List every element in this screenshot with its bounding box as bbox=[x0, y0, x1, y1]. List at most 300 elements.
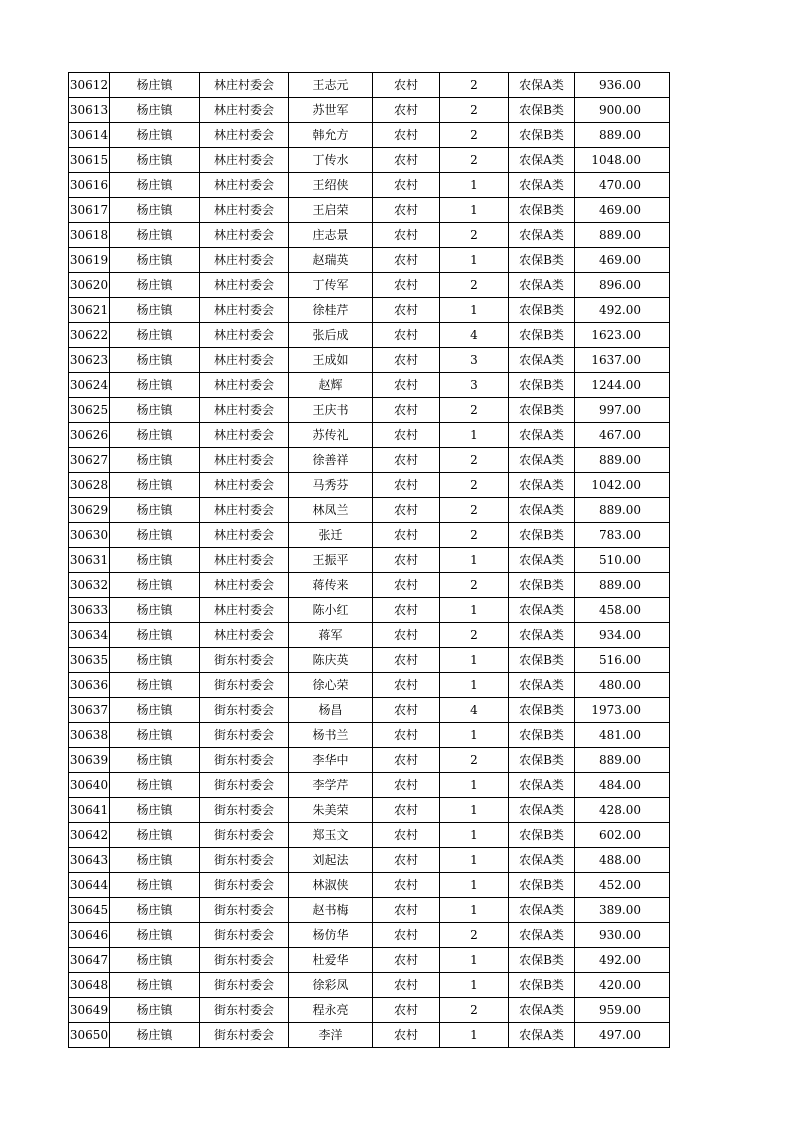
table-row bbox=[69, 148, 670, 173]
insurance-type-cell: 农保B类 bbox=[509, 648, 575, 673]
village-committee-cell: 街东村委会 bbox=[200, 873, 289, 898]
town-cell: 杨庄镇 bbox=[110, 498, 200, 523]
amount-cell: 467.00 bbox=[575, 423, 670, 448]
table-row bbox=[69, 548, 670, 573]
person-name-cell: 蒋军 bbox=[289, 623, 373, 648]
insurance-type-cell: 农保B类 bbox=[509, 398, 575, 423]
table-row bbox=[69, 623, 670, 648]
household-count-cell: 4 bbox=[440, 698, 509, 723]
insurance-type-cell: 农保B类 bbox=[509, 123, 575, 148]
table-row bbox=[69, 323, 670, 348]
village-committee-cell: 街东村委会 bbox=[200, 698, 289, 723]
amount-cell: 930.00 bbox=[575, 923, 670, 948]
amount-cell: 488.00 bbox=[575, 848, 670, 873]
area-type-cell: 农村 bbox=[373, 598, 440, 623]
town-cell: 杨庄镇 bbox=[110, 448, 200, 473]
amount-cell: 1048.00 bbox=[575, 148, 670, 173]
insurance-type-cell: 农保A类 bbox=[509, 548, 575, 573]
table-row bbox=[69, 473, 670, 498]
town-cell: 杨庄镇 bbox=[110, 798, 200, 823]
amount-cell: 497.00 bbox=[575, 1023, 670, 1048]
person-name-cell: 李洋 bbox=[289, 1023, 373, 1048]
town-cell: 杨庄镇 bbox=[110, 348, 200, 373]
person-name-cell: 徐心荣 bbox=[289, 673, 373, 698]
person-name-cell: 徐彩凤 bbox=[289, 973, 373, 998]
insurance-type-cell: 农保A类 bbox=[509, 598, 575, 623]
insurance-type-cell: 农保B类 bbox=[509, 523, 575, 548]
area-type-cell: 农村 bbox=[373, 548, 440, 573]
town-cell: 杨庄镇 bbox=[110, 73, 200, 98]
household-count-cell: 2 bbox=[440, 498, 509, 523]
household-count-cell: 1 bbox=[440, 948, 509, 973]
amount-cell: 469.00 bbox=[575, 248, 670, 273]
insurance-type-cell: 农保A类 bbox=[509, 998, 575, 1023]
area-type-cell: 农村 bbox=[373, 573, 440, 598]
area-type-cell: 农村 bbox=[373, 673, 440, 698]
area-type-cell: 农村 bbox=[373, 373, 440, 398]
town-cell: 杨庄镇 bbox=[110, 323, 200, 348]
area-type-cell: 农村 bbox=[373, 648, 440, 673]
area-type-cell: 农村 bbox=[373, 198, 440, 223]
village-committee-cell: 街东村委会 bbox=[200, 723, 289, 748]
village-committee-cell: 街东村委会 bbox=[200, 748, 289, 773]
amount-cell: 1973.00 bbox=[575, 698, 670, 723]
household-count-cell: 2 bbox=[440, 73, 509, 98]
village-committee-cell: 林庄村委会 bbox=[200, 448, 289, 473]
village-committee-cell: 林庄村委会 bbox=[200, 148, 289, 173]
record-id-cell: 30632 bbox=[69, 573, 110, 598]
table-row bbox=[69, 648, 670, 673]
town-cell: 杨庄镇 bbox=[110, 973, 200, 998]
person-name-cell: 王庆书 bbox=[289, 398, 373, 423]
insurance-type-cell: 农保A类 bbox=[509, 498, 575, 523]
village-committee-cell: 林庄村委会 bbox=[200, 298, 289, 323]
person-name-cell: 李华中 bbox=[289, 748, 373, 773]
town-cell: 杨庄镇 bbox=[110, 273, 200, 298]
amount-cell: 889.00 bbox=[575, 498, 670, 523]
village-committee-cell: 街东村委会 bbox=[200, 848, 289, 873]
person-name-cell: 赵辉 bbox=[289, 373, 373, 398]
household-count-cell: 1 bbox=[440, 848, 509, 873]
town-cell: 杨庄镇 bbox=[110, 198, 200, 223]
area-type-cell: 农村 bbox=[373, 773, 440, 798]
town-cell: 杨庄镇 bbox=[110, 1023, 200, 1048]
town-cell: 杨庄镇 bbox=[110, 923, 200, 948]
village-committee-cell: 林庄村委会 bbox=[200, 248, 289, 273]
area-type-cell: 农村 bbox=[373, 923, 440, 948]
insurance-type-cell: 农保B类 bbox=[509, 198, 575, 223]
amount-cell: 936.00 bbox=[575, 73, 670, 98]
insurance-type-cell: 农保A类 bbox=[509, 898, 575, 923]
town-cell: 杨庄镇 bbox=[110, 173, 200, 198]
town-cell: 杨庄镇 bbox=[110, 898, 200, 923]
record-id-cell: 30640 bbox=[69, 773, 110, 798]
record-id-cell: 30649 bbox=[69, 998, 110, 1023]
person-name-cell: 李学芹 bbox=[289, 773, 373, 798]
record-id-cell: 30641 bbox=[69, 798, 110, 823]
record-id-cell: 30644 bbox=[69, 873, 110, 898]
household-count-cell: 1 bbox=[440, 723, 509, 748]
household-count-cell: 2 bbox=[440, 398, 509, 423]
amount-cell: 480.00 bbox=[575, 673, 670, 698]
person-name-cell: 韩允方 bbox=[289, 123, 373, 148]
table-row bbox=[69, 573, 670, 598]
record-id-cell: 30635 bbox=[69, 648, 110, 673]
amount-cell: 420.00 bbox=[575, 973, 670, 998]
record-id-cell: 30638 bbox=[69, 723, 110, 748]
person-name-cell: 陈庆英 bbox=[289, 648, 373, 673]
household-count-cell: 2 bbox=[440, 523, 509, 548]
amount-cell: 997.00 bbox=[575, 398, 670, 423]
village-committee-cell: 街东村委会 bbox=[200, 648, 289, 673]
town-cell: 杨庄镇 bbox=[110, 723, 200, 748]
village-committee-cell: 街东村委会 bbox=[200, 823, 289, 848]
household-count-cell: 1 bbox=[440, 548, 509, 573]
table-row bbox=[69, 398, 670, 423]
household-count-cell: 1 bbox=[440, 298, 509, 323]
area-type-cell: 农村 bbox=[373, 523, 440, 548]
village-committee-cell: 林庄村委会 bbox=[200, 173, 289, 198]
record-id-cell: 30627 bbox=[69, 448, 110, 473]
household-count-cell: 1 bbox=[440, 1023, 509, 1048]
insurance-type-cell: 农保B类 bbox=[509, 823, 575, 848]
town-cell: 杨庄镇 bbox=[110, 873, 200, 898]
insurance-type-cell: 农保A类 bbox=[509, 923, 575, 948]
record-id-cell: 30616 bbox=[69, 173, 110, 198]
insurance-type-cell: 农保B类 bbox=[509, 248, 575, 273]
table-row bbox=[69, 998, 670, 1023]
person-name-cell: 丁传军 bbox=[289, 273, 373, 298]
table-row bbox=[69, 1023, 670, 1048]
amount-cell: 428.00 bbox=[575, 798, 670, 823]
insurance-type-cell: 农保B类 bbox=[509, 573, 575, 598]
table-row bbox=[69, 948, 670, 973]
table-row bbox=[69, 823, 670, 848]
area-type-cell: 农村 bbox=[373, 98, 440, 123]
person-name-cell: 郑玉文 bbox=[289, 823, 373, 848]
table-row bbox=[69, 848, 670, 873]
village-committee-cell: 林庄村委会 bbox=[200, 323, 289, 348]
household-count-cell: 2 bbox=[440, 223, 509, 248]
record-id-cell: 30612 bbox=[69, 73, 110, 98]
town-cell: 杨庄镇 bbox=[110, 473, 200, 498]
table-row bbox=[69, 598, 670, 623]
person-name-cell: 张后成 bbox=[289, 323, 373, 348]
amount-cell: 481.00 bbox=[575, 723, 670, 748]
table-row bbox=[69, 698, 670, 723]
town-cell: 杨庄镇 bbox=[110, 648, 200, 673]
insurance-type-cell: 农保A类 bbox=[509, 673, 575, 698]
household-count-cell: 2 bbox=[440, 448, 509, 473]
record-id-cell: 30630 bbox=[69, 523, 110, 548]
insurance-type-cell: 农保A类 bbox=[509, 798, 575, 823]
table-row bbox=[69, 898, 670, 923]
table-row bbox=[69, 73, 670, 98]
record-id-cell: 30629 bbox=[69, 498, 110, 523]
village-committee-cell: 林庄村委会 bbox=[200, 398, 289, 423]
amount-cell: 889.00 bbox=[575, 573, 670, 598]
insurance-type-cell: 农保A类 bbox=[509, 473, 575, 498]
village-committee-cell: 街东村委会 bbox=[200, 673, 289, 698]
record-id-cell: 30613 bbox=[69, 98, 110, 123]
amount-cell: 889.00 bbox=[575, 123, 670, 148]
person-name-cell: 林淑侠 bbox=[289, 873, 373, 898]
village-committee-cell: 林庄村委会 bbox=[200, 498, 289, 523]
person-name-cell: 刘起法 bbox=[289, 848, 373, 873]
person-name-cell: 程永亮 bbox=[289, 998, 373, 1023]
household-count-cell: 1 bbox=[440, 198, 509, 223]
town-cell: 杨庄镇 bbox=[110, 573, 200, 598]
area-type-cell: 农村 bbox=[373, 848, 440, 873]
amount-cell: 458.00 bbox=[575, 598, 670, 623]
amount-cell: 389.00 bbox=[575, 898, 670, 923]
town-cell: 杨庄镇 bbox=[110, 373, 200, 398]
table-row bbox=[69, 448, 670, 473]
record-id-cell: 30637 bbox=[69, 698, 110, 723]
amount-cell: 492.00 bbox=[575, 298, 670, 323]
area-type-cell: 农村 bbox=[373, 473, 440, 498]
insurance-type-cell: 农保B类 bbox=[509, 373, 575, 398]
household-count-cell: 2 bbox=[440, 923, 509, 948]
amount-cell: 1244.00 bbox=[575, 373, 670, 398]
area-type-cell: 农村 bbox=[373, 498, 440, 523]
person-name-cell: 陈小红 bbox=[289, 598, 373, 623]
village-committee-cell: 街东村委会 bbox=[200, 898, 289, 923]
record-id-cell: 30624 bbox=[69, 373, 110, 398]
village-committee-cell: 街东村委会 bbox=[200, 923, 289, 948]
household-count-cell: 1 bbox=[440, 823, 509, 848]
village-committee-cell: 林庄村委会 bbox=[200, 348, 289, 373]
town-cell: 杨庄镇 bbox=[110, 848, 200, 873]
records-table bbox=[68, 72, 670, 1048]
table-row bbox=[69, 923, 670, 948]
town-cell: 杨庄镇 bbox=[110, 423, 200, 448]
town-cell: 杨庄镇 bbox=[110, 398, 200, 423]
record-id-cell: 30639 bbox=[69, 748, 110, 773]
record-id-cell: 30628 bbox=[69, 473, 110, 498]
table-row bbox=[69, 273, 670, 298]
record-id-cell: 30621 bbox=[69, 298, 110, 323]
person-name-cell: 杜爱华 bbox=[289, 948, 373, 973]
amount-cell: 900.00 bbox=[575, 98, 670, 123]
area-type-cell: 农村 bbox=[373, 148, 440, 173]
insurance-type-cell: 农保A类 bbox=[509, 348, 575, 373]
household-count-cell: 1 bbox=[440, 423, 509, 448]
area-type-cell: 农村 bbox=[373, 223, 440, 248]
amount-cell: 959.00 bbox=[575, 998, 670, 1023]
household-count-cell: 1 bbox=[440, 773, 509, 798]
insurance-type-cell: 农保A类 bbox=[509, 173, 575, 198]
household-count-cell: 1 bbox=[440, 173, 509, 198]
person-name-cell: 蒋传来 bbox=[289, 573, 373, 598]
person-name-cell: 王绍侠 bbox=[289, 173, 373, 198]
amount-cell: 889.00 bbox=[575, 223, 670, 248]
town-cell: 杨庄镇 bbox=[110, 773, 200, 798]
table-row bbox=[69, 348, 670, 373]
town-cell: 杨庄镇 bbox=[110, 298, 200, 323]
insurance-type-cell: 农保B类 bbox=[509, 973, 575, 998]
person-name-cell: 张迁 bbox=[289, 523, 373, 548]
area-type-cell: 农村 bbox=[373, 898, 440, 923]
table-row bbox=[69, 523, 670, 548]
person-name-cell: 庄志景 bbox=[289, 223, 373, 248]
record-id-cell: 30617 bbox=[69, 198, 110, 223]
insurance-type-cell: 农保B类 bbox=[509, 323, 575, 348]
household-count-cell: 1 bbox=[440, 898, 509, 923]
person-name-cell: 赵书梅 bbox=[289, 898, 373, 923]
insurance-type-cell: 农保B类 bbox=[509, 723, 575, 748]
village-committee-cell: 林庄村委会 bbox=[200, 523, 289, 548]
household-count-cell: 2 bbox=[440, 273, 509, 298]
village-committee-cell: 林庄村委会 bbox=[200, 98, 289, 123]
insurance-type-cell: 农保B类 bbox=[509, 98, 575, 123]
table-row bbox=[69, 298, 670, 323]
person-name-cell: 王启荣 bbox=[289, 198, 373, 223]
area-type-cell: 农村 bbox=[373, 873, 440, 898]
household-count-cell: 2 bbox=[440, 473, 509, 498]
village-committee-cell: 林庄村委会 bbox=[200, 123, 289, 148]
table-row bbox=[69, 248, 670, 273]
person-name-cell: 苏世军 bbox=[289, 98, 373, 123]
amount-cell: 896.00 bbox=[575, 273, 670, 298]
amount-cell: 934.00 bbox=[575, 623, 670, 648]
town-cell: 杨庄镇 bbox=[110, 823, 200, 848]
amount-cell: 1623.00 bbox=[575, 323, 670, 348]
town-cell: 杨庄镇 bbox=[110, 948, 200, 973]
person-name-cell: 马秀芬 bbox=[289, 473, 373, 498]
table-row bbox=[69, 373, 670, 398]
person-name-cell: 杨昌 bbox=[289, 698, 373, 723]
record-id-cell: 30619 bbox=[69, 248, 110, 273]
household-count-cell: 1 bbox=[440, 598, 509, 623]
amount-cell: 452.00 bbox=[575, 873, 670, 898]
village-committee-cell: 林庄村委会 bbox=[200, 223, 289, 248]
village-committee-cell: 林庄村委会 bbox=[200, 373, 289, 398]
person-name-cell: 杨仿华 bbox=[289, 923, 373, 948]
household-count-cell: 2 bbox=[440, 998, 509, 1023]
household-count-cell: 2 bbox=[440, 573, 509, 598]
area-type-cell: 农村 bbox=[373, 448, 440, 473]
area-type-cell: 农村 bbox=[373, 173, 440, 198]
amount-cell: 889.00 bbox=[575, 448, 670, 473]
table-row bbox=[69, 723, 670, 748]
household-count-cell: 1 bbox=[440, 673, 509, 698]
village-committee-cell: 街东村委会 bbox=[200, 798, 289, 823]
village-committee-cell: 林庄村委会 bbox=[200, 573, 289, 598]
insurance-type-cell: 农保B类 bbox=[509, 298, 575, 323]
record-id-cell: 30645 bbox=[69, 898, 110, 923]
area-type-cell: 农村 bbox=[373, 798, 440, 823]
insurance-type-cell: 农保A类 bbox=[509, 848, 575, 873]
person-name-cell: 苏传礼 bbox=[289, 423, 373, 448]
village-committee-cell: 林庄村委会 bbox=[200, 198, 289, 223]
village-committee-cell: 林庄村委会 bbox=[200, 548, 289, 573]
household-count-cell: 1 bbox=[440, 873, 509, 898]
record-id-cell: 30642 bbox=[69, 823, 110, 848]
household-count-cell: 4 bbox=[440, 323, 509, 348]
town-cell: 杨庄镇 bbox=[110, 123, 200, 148]
amount-cell: 470.00 bbox=[575, 173, 670, 198]
person-name-cell: 王成如 bbox=[289, 348, 373, 373]
area-type-cell: 农村 bbox=[373, 723, 440, 748]
area-type-cell: 农村 bbox=[373, 973, 440, 998]
village-committee-cell: 街东村委会 bbox=[200, 973, 289, 998]
area-type-cell: 农村 bbox=[373, 948, 440, 973]
town-cell: 杨庄镇 bbox=[110, 698, 200, 723]
area-type-cell: 农村 bbox=[373, 423, 440, 448]
record-id-cell: 30625 bbox=[69, 398, 110, 423]
household-count-cell: 2 bbox=[440, 148, 509, 173]
household-count-cell: 2 bbox=[440, 623, 509, 648]
household-count-cell: 2 bbox=[440, 123, 509, 148]
town-cell: 杨庄镇 bbox=[110, 248, 200, 273]
amount-cell: 783.00 bbox=[575, 523, 670, 548]
household-count-cell: 2 bbox=[440, 98, 509, 123]
insurance-type-cell: 农保A类 bbox=[509, 623, 575, 648]
area-type-cell: 农村 bbox=[373, 298, 440, 323]
household-count-cell: 3 bbox=[440, 373, 509, 398]
area-type-cell: 农村 bbox=[373, 823, 440, 848]
area-type-cell: 农村 bbox=[373, 623, 440, 648]
village-committee-cell: 林庄村委会 bbox=[200, 623, 289, 648]
person-name-cell: 杨书兰 bbox=[289, 723, 373, 748]
table-row bbox=[69, 773, 670, 798]
town-cell: 杨庄镇 bbox=[110, 548, 200, 573]
household-count-cell: 2 bbox=[440, 748, 509, 773]
record-id-cell: 30626 bbox=[69, 423, 110, 448]
amount-cell: 516.00 bbox=[575, 648, 670, 673]
insurance-type-cell: 农保B类 bbox=[509, 873, 575, 898]
record-id-cell: 30634 bbox=[69, 623, 110, 648]
area-type-cell: 农村 bbox=[373, 123, 440, 148]
area-type-cell: 农村 bbox=[373, 73, 440, 98]
village-committee-cell: 街东村委会 bbox=[200, 948, 289, 973]
village-committee-cell: 街东村委会 bbox=[200, 1023, 289, 1048]
person-name-cell: 赵瑞英 bbox=[289, 248, 373, 273]
insurance-type-cell: 农保A类 bbox=[509, 148, 575, 173]
person-name-cell: 王志元 bbox=[289, 73, 373, 98]
record-id-cell: 30623 bbox=[69, 348, 110, 373]
area-type-cell: 农村 bbox=[373, 398, 440, 423]
village-committee-cell: 林庄村委会 bbox=[200, 598, 289, 623]
person-name-cell: 王振平 bbox=[289, 548, 373, 573]
record-id-cell: 30614 bbox=[69, 123, 110, 148]
table-row bbox=[69, 673, 670, 698]
household-count-cell: 1 bbox=[440, 248, 509, 273]
town-cell: 杨庄镇 bbox=[110, 98, 200, 123]
record-id-cell: 30646 bbox=[69, 923, 110, 948]
insurance-type-cell: 农保B类 bbox=[509, 698, 575, 723]
table-row bbox=[69, 173, 670, 198]
table-row bbox=[69, 498, 670, 523]
town-cell: 杨庄镇 bbox=[110, 673, 200, 698]
amount-cell: 602.00 bbox=[575, 823, 670, 848]
town-cell: 杨庄镇 bbox=[110, 748, 200, 773]
amount-cell: 510.00 bbox=[575, 548, 670, 573]
person-name-cell: 丁传水 bbox=[289, 148, 373, 173]
person-name-cell: 林凤兰 bbox=[289, 498, 373, 523]
area-type-cell: 农村 bbox=[373, 748, 440, 773]
record-id-cell: 30620 bbox=[69, 273, 110, 298]
insurance-type-cell: 农保B类 bbox=[509, 948, 575, 973]
amount-cell: 889.00 bbox=[575, 748, 670, 773]
insurance-type-cell: 农保A类 bbox=[509, 1023, 575, 1048]
amount-cell: 484.00 bbox=[575, 773, 670, 798]
town-cell: 杨庄镇 bbox=[110, 623, 200, 648]
amount-cell: 492.00 bbox=[575, 948, 670, 973]
village-committee-cell: 林庄村委会 bbox=[200, 73, 289, 98]
table-row bbox=[69, 423, 670, 448]
